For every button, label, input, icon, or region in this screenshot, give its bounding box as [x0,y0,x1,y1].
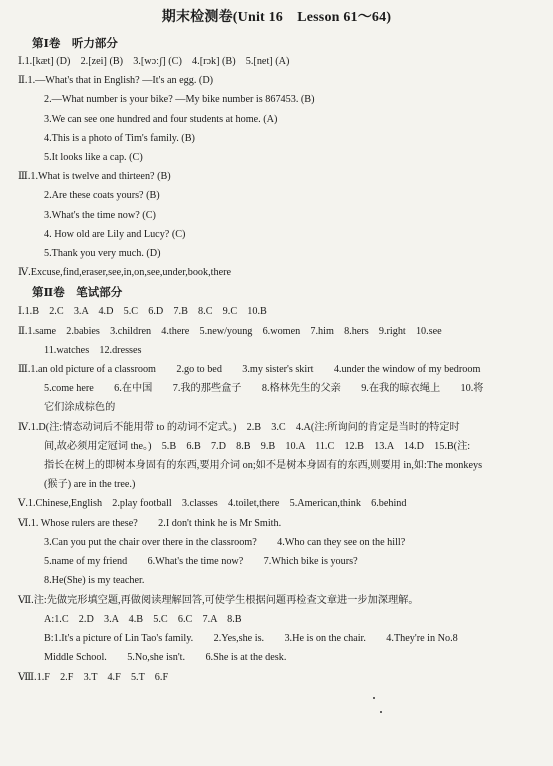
answer-line: 4.This is a photo of Tim's family. (B) [44,133,195,144]
answer-line: 3.Can you put the chair over there in the classroom? 4.Who can they see on the hill? [44,537,406,548]
answer-line: Ⅱ.1.same 2.babies 3.children 4.there 5.new/young 6.women 7.him 8.hers 9.right 10.see [18,326,442,337]
answer-line: (猴子) are in the tree.) [44,479,136,490]
answer-line: 5.Thank you very much. (D) [44,248,161,259]
answer-line: Ⅲ.1.an old picture of a classroom 2.go to bed 3.my sister's skirt 4.under the window of my bedroom [18,364,481,375]
answer-line: 3.What's the time now? (C) [44,210,156,221]
answer-line: B:1.It's a picture of Lin Tao's family. 2.Yes,she is. 3.He is on the chair. 4.They're in No.8 [44,633,458,644]
answer-line: Ⅱ.1.—What's that in English? —It's an egg. (D) [18,75,214,86]
answer-line: Ⅵ.1. Whose rulers are these? 2.I don't think he is Mr Smith. [18,518,282,529]
answer-line: A:1.C 2.D 3.A 4.B 5.C 6.C 7.A 8.B [44,614,242,625]
answer-line: 11.watches 12.dresses [44,345,142,356]
scan-speck [380,711,382,713]
answer-line: 间,故必须用定冠词 the。) 5.B 6.B 7.D 8.B 9.B 10.A 11.C 12.B 13.A 14.D 15.B(注: [44,441,471,452]
answer-line: 5.It looks like a cap. (C) [44,152,143,163]
answer-line: 2.Are these coats yours? (B) [44,190,160,201]
answer-line: Ⅶ.注:先做完形填空题,再做阅读理解回答,可使学生根据问题再检查文章进一步加深理解。 [18,595,419,606]
scan-speck [373,697,375,699]
section-heading-writing: 第Ⅱ卷 笔试部分 [32,287,123,299]
section-heading-listening: 第Ⅰ卷 听力部分 [32,38,118,50]
answer-line: 4. How old are Lily and Lucy? (C) [44,229,186,240]
answer-line: 5.come here 6.在中国 7.我的那些盒子 8.格林先生的父亲 9.在我的晾衣绳上 10.将 [44,383,484,394]
answer-line: Ⅲ.1.What is twelve and thirteen? (B) [18,171,171,182]
answer-line: Ⅳ.1.D(注:情态动词后不能用带 to 的动词不定式。) 2.B 3.C 4.A(注:所询问的肯定是当时的特定时 [18,422,460,433]
answer-line: Ⅴ.1.Chinese,English 2.play football 3.classes 4.toilet,there 5.American,think 6.behind [18,498,407,509]
answer-line: 指长在树上的即树本身固有的东西,要用介词 on;如不是树本身固有的东西,则要用 in,如:The monkeys [44,460,483,471]
answer-line: 它们涂成棕色的 [44,402,116,413]
answer-line: 2.—What number is your bike? —My bike number is 867453. (B) [44,94,315,105]
answer-line: 3.We can see one hundred and four students at home. (A) [44,114,278,125]
answer-line: 5.name of my friend 6.What's the time now? 7.Which bike is yours? [44,556,358,567]
answer-line: Ⅰ.1.[kæt] (D) 2.[zei] (B) 3.[wɔːʃ] (C) 4.[rɔk] (B) 5.[net] (A) [18,56,290,67]
answer-line: Middle School. 5.No,she isn't. 6.She is at the desk. [44,652,287,663]
page-title: 期末检测卷(Unit 16 Lesson 61～64) [161,10,392,25]
answer-line: Ⅳ.Excuse,find,eraser,see,in,on,see,under,book,there [18,267,232,278]
answer-line: 8.He(She) is my teacher. [44,575,145,586]
answer-line: Ⅰ.1.B 2.C 3.A 4.D 5.C 6.D 7.B 8.C 9.C 10.B [18,306,267,317]
answer-line: Ⅷ.1.F 2.F 3.T 4.F 5.T 6.F [18,672,169,683]
